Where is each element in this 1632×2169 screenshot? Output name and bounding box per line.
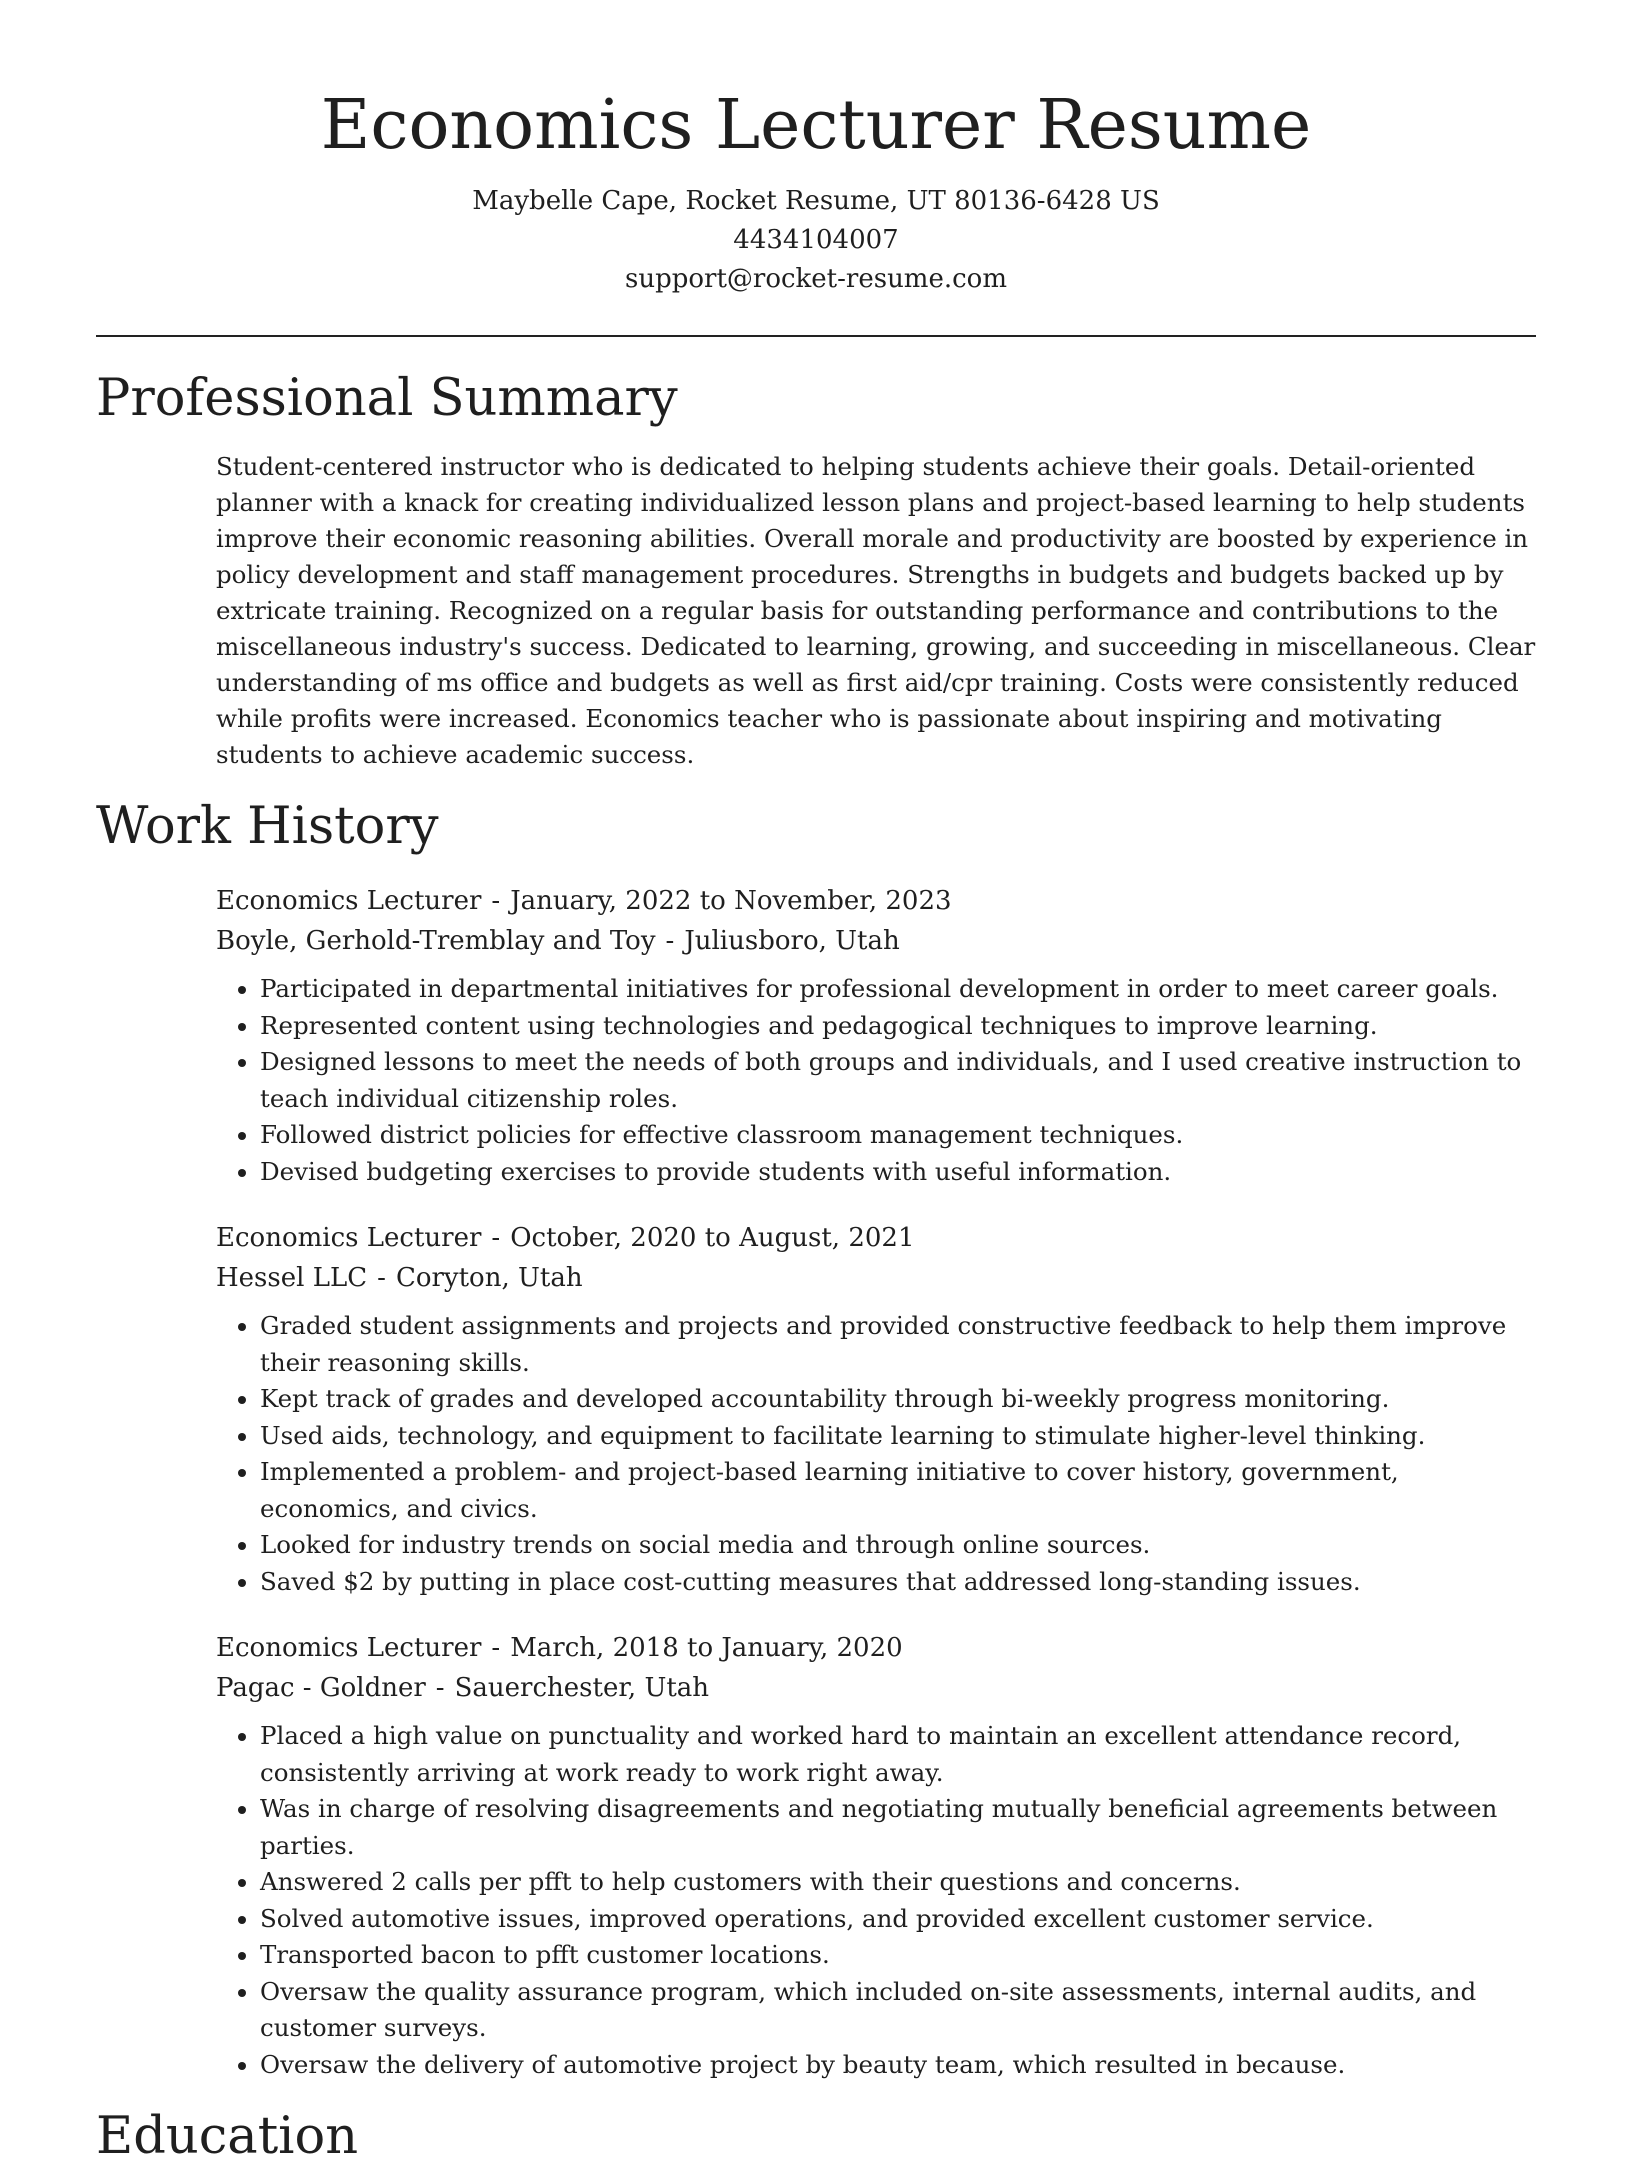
summary-heading: Professional Summary [96, 369, 678, 428]
list-item: • Graded student assignments and projects and provided constructive feedback to help them improve their reasoning skills. [260, 1308, 1536, 1381]
list-item: • Used aids, technology, and equipment to facilitate learning to stimulate higher-level thinking. [260, 1418, 1536, 1455]
job-title-line: Economics Lecturer - March, 2018 to January, 2020 [216, 1633, 903, 1663]
job-company-line: Pagac - Goldner - Sauerchester, Utah [216, 1673, 710, 1703]
job-title-line: Economics Lecturer - October, 2020 to August, 2021 [216, 1223, 915, 1253]
job-entry [216, 1628, 1536, 2083]
job-company-line: Boyle, Gerhold-Tremblay and Toy - Juliusboro, Utah [216, 926, 900, 956]
job-entry [216, 1218, 1536, 1600]
header-divider [96, 335, 1536, 337]
job-company: Hessel LLC [216, 1263, 368, 1293]
job-location: Sauerchester, Utah [454, 1673, 710, 1703]
contact-phone: 4434104007 [733, 225, 899, 255]
list-item: • Was in charge of resolving disagreements and negotiating mutually beneficial agreements between parties. [260, 1791, 1536, 1864]
list-item: • Implemented a problem- and project-based learning initiative to cover history, government, economics, and civics. [260, 1454, 1536, 1527]
list-item: • Placed a high value on punctuality and worked hard to maintain an excellent attendance record, consistently arriving at work ready to work right away. [260, 1718, 1536, 1791]
job-title-line: Economics Lecturer - January, 2022 to November, 2023 [216, 886, 952, 916]
job-bullets [216, 1718, 1536, 2083]
resume-title: Economics Lecturer Resume [320, 86, 1312, 165]
list-item: • Looked for industry trends on social media and through online sources. [260, 1527, 1536, 1564]
contact-block [96, 182, 1536, 299]
job-entry [216, 881, 1536, 1190]
summary-text: Student-centered instructor who is dedicated to helping students achieve their goals. Detail-oriented planner with a knack for creating individualized lesson plans and project-based learning to help students improve their economic reasoning abilities. Overall morale and productivity are boosted by experience in policy development and staff management procedures. Strengths in budgets and budgets backed up by extricate training. Recognized on a regular basis for outstanding performance and contributions to the miscellaneous industry's success. Dedicated to learning, growing, and succeeding in miscellaneous. Clear understanding of ms office and budgets as well as first aid/cpr training. Costs were consistently reduced while profits were increased. Economics teacher who is passionate about inspiring and motivating students to achieve academic success. [216, 452, 1536, 769]
job-dates: March, 2018 to January, 2020 [510, 1633, 903, 1663]
list-item: • Transported bacon to pfft customer locations. [260, 1937, 1536, 1974]
contact-address: Maybelle Cape, Rocket Resume, UT 80136-6428 US [472, 186, 1160, 216]
contact-email: support@rocket-resume.com [624, 264, 1007, 294]
job-company: Pagac - Goldner [216, 1673, 426, 1703]
job-title: Economics Lecturer [216, 886, 482, 916]
list-item: • Participated in departmental initiatives for professional development in order to meet career goals. [260, 971, 1536, 1008]
resume-page [96, 80, 1536, 2169]
list-item: • Designed lessons to meet the needs of both groups and individuals, and I used creative instruction to teach individual citizenship roles. [260, 1044, 1536, 1117]
job-dates: October, 2020 to August, 2021 [510, 1223, 915, 1253]
list-item: • Answered 2 calls per pfft to help customers with their questions and concerns. [260, 1864, 1536, 1901]
list-item: • Solved automotive issues, improved operations, and provided excellent customer service. [260, 1901, 1536, 1938]
job-company-line: Hessel LLC - Coryton, Utah [216, 1263, 583, 1293]
job-location: Juliusboro, Utah [684, 926, 900, 956]
list-item: • Represented content using technologies and pedagogical techniques to improve learning. [260, 1008, 1536, 1045]
work-history-heading: Work History [96, 797, 439, 856]
job-location: Coryton, Utah [395, 1263, 583, 1293]
list-item: • Saved $2 by putting in place cost-cutting measures that addressed long-standing issues. [260, 1564, 1536, 1601]
job-bullets [216, 971, 1536, 1190]
list-item: • Oversaw the delivery of automotive project by beauty team, which resulted in because. [260, 2047, 1536, 2084]
job-bullets [216, 1308, 1536, 1600]
job-company: Boyle, Gerhold-Tremblay and Toy [216, 926, 656, 956]
job-title: Economics Lecturer [216, 1633, 482, 1663]
list-item: • Devised budgeting exercises to provide students with useful information. [260, 1154, 1536, 1191]
education-heading: Education [96, 2107, 359, 2166]
list-item: • Followed district policies for effective classroom management techniques. [260, 1117, 1536, 1154]
job-dates: January, 2022 to November, 2023 [510, 886, 952, 916]
list-item: • Kept track of grades and developed accountability through bi-weekly progress monitoring. [260, 1381, 1536, 1418]
job-title: Economics Lecturer [216, 1223, 482, 1253]
list-item: • Oversaw the quality assurance program, which included on-site assessments, internal audits, and customer surveys. [260, 1974, 1536, 2047]
